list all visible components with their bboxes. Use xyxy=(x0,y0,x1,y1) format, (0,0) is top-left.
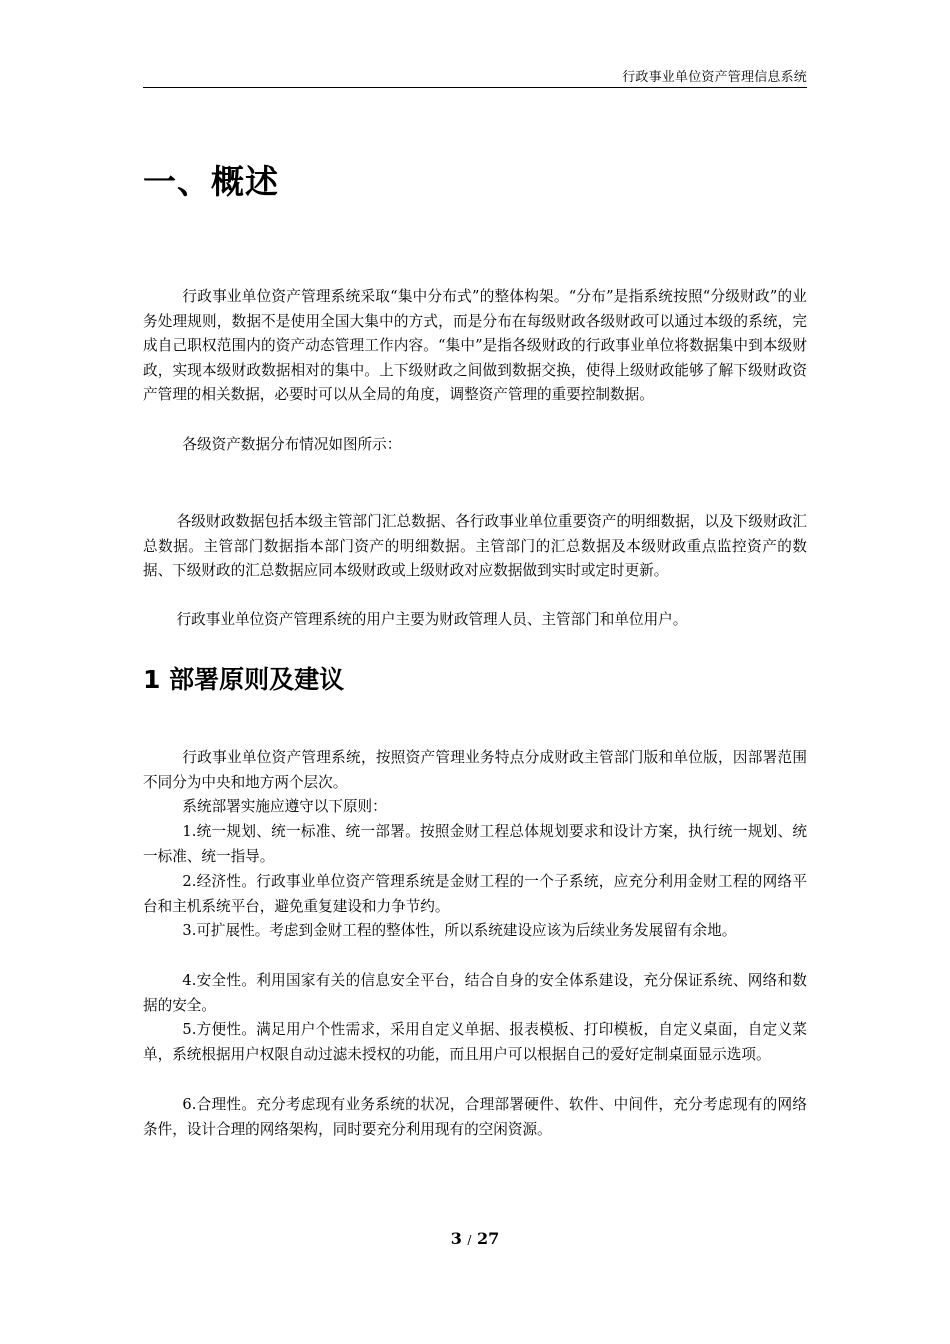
page-separator: / xyxy=(467,1233,472,1247)
page-number xyxy=(0,1229,950,1248)
overview-paragraph-1: 行政事业单位资产管理系统采取“集中分布式”的整体构架。“分布”是指系统按照“分级财政”的业务处理规则，数据不是使用全国大集中的方式，而是分布在每级财政各级财政可以通过本级的系统，完成自己职权范围内的资产动态管理工作内容。“集中”是指各级财政的行政事业单位将数据集中到本级财政，实现本级财政数据相对的集中。上下级财政之间做到数据交换，使得上级财政能够了解下级财政资产管理的相关数据，必要时可以从全局的角度，调整资产管理的重要控制数据。 xyxy=(143,288,807,403)
overview-paragraph-4: 行政事业单位资产管理系统的用户主要为财政管理人员、主管部门和单位用户。 xyxy=(176,611,688,628)
running-header: 行政事业单位资产管理信息系统 xyxy=(622,70,807,85)
total-pages: 27 xyxy=(477,1229,500,1248)
overview-paragraph-3: 各级财政数据包括本级主管部门汇总数据、各行政事业单位重要资产的明细数据，以及下级财政汇总数据。主管部门数据指本部门资产的明细数据。主管部门的汇总数据及本级财政重点监控资产的数据、下级财政的汇总数据应同本级财政或上级财政对应数据做到实时或定时更新。 xyxy=(143,513,807,579)
section-heading-overview: 一、概述 xyxy=(143,162,279,201)
principle-item-2: 2.经济性。行政事业单位资产管理系统是金财工程的一个子系统，应充分利用金财工程的网络平台和主机系统平台，避免重复建设和力争节约。 xyxy=(143,873,807,915)
principle-item-4: 4.安全性。利用国家有关的信息安全平台，结合自身的安全体系建设，充分保证系统、网络和数据的安全。 xyxy=(143,972,807,1014)
header-rule xyxy=(143,87,807,88)
principle-item-5: 5.方便性。满足用户个性需求，采用自定义单据、报表模板、打印模板，自定义桌面，自定义菜单，系统根据用户权限自动过滤未授权的功能，而且用户可以根据自己的爱好定制桌面显示选项。 xyxy=(143,1021,807,1063)
deployment-paragraph-2: 系统部署实施应遵守以下原则： xyxy=(182,798,387,815)
principle-item-6: 6.合理性。充分考虑现有业务系统的状况，合理部署硬件、软件、中间件，充分考虑现有的网络条件，设计合理的网络架构，同时要充分利用现有的空闲资源。 xyxy=(143,1096,807,1138)
overview-paragraph-2: 各级资产数据分布情况如图所示： xyxy=(182,436,402,453)
current-page: 3 xyxy=(450,1229,462,1248)
section-heading-deployment: 1 部署原则及建议 xyxy=(143,665,345,694)
principle-item-1: 1.统一规划、统一标准、统一部署。按照金财工程总体规划要求和设计方案，执行统一规划、统一标准、统一指导。 xyxy=(143,823,807,865)
principle-item-3: 3.可扩展性。考虑到金财工程的整体性，所以系统建设应该为后续业务发展留有余地。 xyxy=(182,922,737,939)
deployment-paragraph-1: 行政事业单位资产管理系统，按照资产管理业务特点分成财政主管部门版和单位版，因部署范围不同分为中央和地方两个层次。 xyxy=(143,749,807,791)
